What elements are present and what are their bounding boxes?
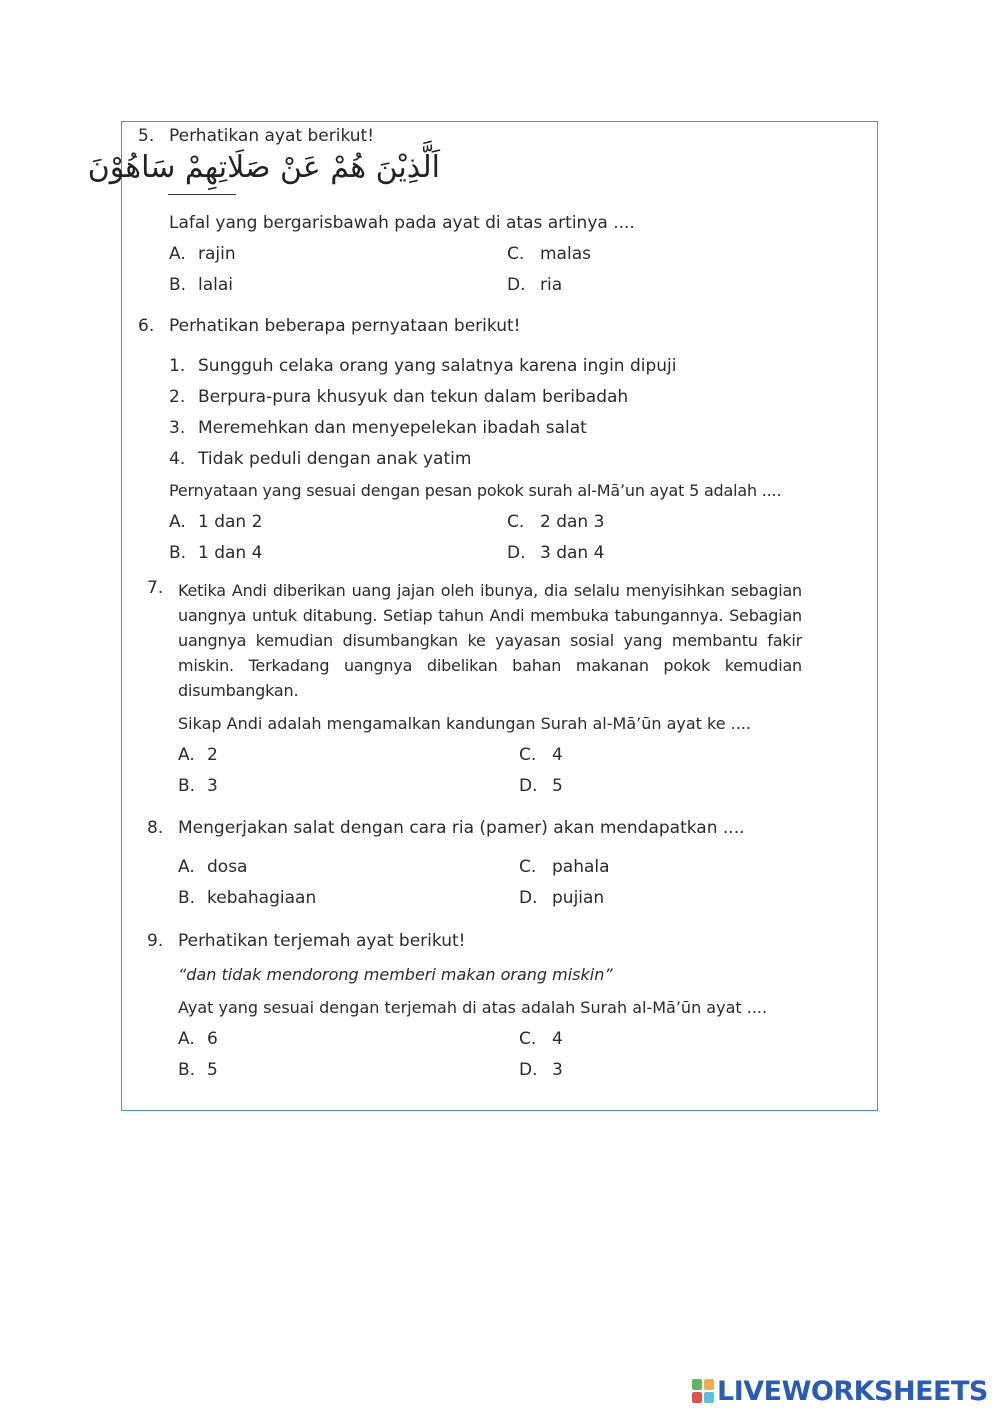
q7-option-b[interactable]: 3 bbox=[207, 776, 218, 796]
q8-option-a[interactable]: dosa bbox=[207, 857, 248, 877]
q6-question: Pernyataan yang sesuai dengan pesan pokok surah al-Mā’un ayat 5 adalah .... bbox=[169, 481, 782, 500]
q5-option-b[interactable]: lalai bbox=[198, 275, 234, 295]
q6-statement-number: 2. bbox=[169, 387, 186, 407]
q6-option-b[interactable]: 1 dan 4 bbox=[198, 543, 263, 563]
q5-prompt: Perhatikan ayat berikut! bbox=[169, 126, 375, 146]
q7-paragraph: Ketika Andi diberikan uang jajan oleh ibunya, dia selalu menyisihkan sebagian uangnya untuk ditabung. Setiap tahun Andi membuka tabungannya. Sebagian uangnya kemudian disumbangkan ke yayasan sosial yang membantu fakir miskin. Terkadang uangnya dibelikan bahan makanan pokok kemudian disumbangkan. bbox=[178, 581, 802, 700]
q7-option-a[interactable]: 2 bbox=[207, 745, 218, 765]
q7-option-c-letter: C. bbox=[519, 745, 537, 765]
q9-option-d[interactable]: 3 bbox=[552, 1060, 563, 1080]
q5-option-c[interactable]: malas bbox=[540, 244, 591, 264]
q5-option-c-letter: C. bbox=[507, 244, 525, 264]
q9-option-a-letter: A. bbox=[178, 1029, 195, 1049]
q5-option-d[interactable]: ria bbox=[540, 275, 563, 295]
q9-quote: “dan tidak mendorong memberi makan orang miskin” bbox=[178, 965, 613, 984]
q6-statement-number: 1. bbox=[169, 356, 186, 376]
q9-option-a[interactable]: 6 bbox=[207, 1029, 218, 1049]
q8-option-c-letter: C. bbox=[519, 857, 537, 877]
q5-underline-mark bbox=[168, 194, 236, 195]
q7-option-d[interactable]: 5 bbox=[552, 776, 563, 796]
logo-text: LIVEWORKSHEETS bbox=[717, 1375, 988, 1407]
q6-option-a-letter: A. bbox=[169, 512, 186, 532]
q9-option-b[interactable]: 5 bbox=[207, 1060, 218, 1080]
q5-number: 5. bbox=[138, 126, 155, 146]
q6-statement-number: 3. bbox=[169, 418, 186, 438]
q8-question: Mengerjakan salat dengan cara ria (pamer) akan mendapatkan .... bbox=[178, 818, 745, 838]
q7-number: 7. bbox=[147, 578, 164, 598]
q5-option-d-letter: D. bbox=[507, 275, 526, 295]
q7-option-a-letter: A. bbox=[178, 745, 195, 765]
q7-option-c[interactable]: 4 bbox=[552, 745, 563, 765]
q8-option-b[interactable]: kebahagiaan bbox=[207, 888, 317, 908]
q6-statement: Tidak peduli dengan anak yatim bbox=[198, 449, 472, 469]
q9-option-b-letter: B. bbox=[178, 1060, 196, 1080]
q8-number: 8. bbox=[147, 818, 164, 838]
q6-statement: Sungguh celaka orang yang salatnya karena ingin dipuji bbox=[198, 356, 677, 376]
liveworksheets-logo[interactable] bbox=[692, 1376, 988, 1406]
q5-option-a[interactable]: rajin bbox=[198, 244, 236, 264]
q6-option-a[interactable]: 1 dan 2 bbox=[198, 512, 263, 532]
q5-question: Lafal yang bergarisbawah pada ayat di atas artinya .... bbox=[169, 213, 635, 233]
q5-option-b-letter: B. bbox=[169, 275, 187, 295]
q9-prompt: Perhatikan terjemah ayat berikut! bbox=[178, 931, 466, 951]
q6-option-c-letter: C. bbox=[507, 512, 525, 532]
q7-option-b-letter: B. bbox=[178, 776, 196, 796]
q5-option-a-letter: A. bbox=[169, 244, 186, 264]
q7-question: Sikap Andi adalah mengamalkan kandungan Surah al-Mā’ūn ayat ke .... bbox=[178, 714, 751, 733]
q8-option-d-letter: D. bbox=[519, 888, 538, 908]
q6-statement: Berpura-pura khusyuk dan tekun dalam beribadah bbox=[198, 387, 629, 407]
q5-arabic-text: اَلَّذِيْنَ هُمْ عَنْ صَلَاتِهِمْ سَاهُوْنَ bbox=[87, 150, 440, 185]
q7-option-d-letter: D. bbox=[519, 776, 538, 796]
q8-option-a-letter: A. bbox=[178, 857, 195, 877]
q6-option-b-letter: B. bbox=[169, 543, 187, 563]
q6-option-c[interactable]: 2 dan 3 bbox=[540, 512, 605, 532]
q9-option-c[interactable]: 4 bbox=[552, 1029, 563, 1049]
q6-statement-number: 4. bbox=[169, 449, 186, 469]
q8-option-c[interactable]: pahala bbox=[552, 857, 610, 877]
logo-blocks-icon bbox=[692, 1379, 714, 1403]
q6-prompt: Perhatikan beberapa pernyataan berikut! bbox=[169, 316, 521, 336]
q6-number: 6. bbox=[138, 316, 155, 336]
q6-option-d-letter: D. bbox=[507, 543, 526, 563]
q8-option-d[interactable]: pujian bbox=[552, 888, 605, 908]
q9-option-d-letter: D. bbox=[519, 1060, 538, 1080]
q6-statement: Meremehkan dan menyepelekan ibadah salat bbox=[198, 418, 587, 438]
q9-number: 9. bbox=[147, 931, 164, 951]
q8-option-b-letter: B. bbox=[178, 888, 196, 908]
q9-question: Ayat yang sesuai dengan terjemah di atas adalah Surah al-Mā’ūn ayat .... bbox=[178, 998, 768, 1017]
q6-option-d[interactable]: 3 dan 4 bbox=[540, 543, 605, 563]
q9-option-c-letter: C. bbox=[519, 1029, 537, 1049]
